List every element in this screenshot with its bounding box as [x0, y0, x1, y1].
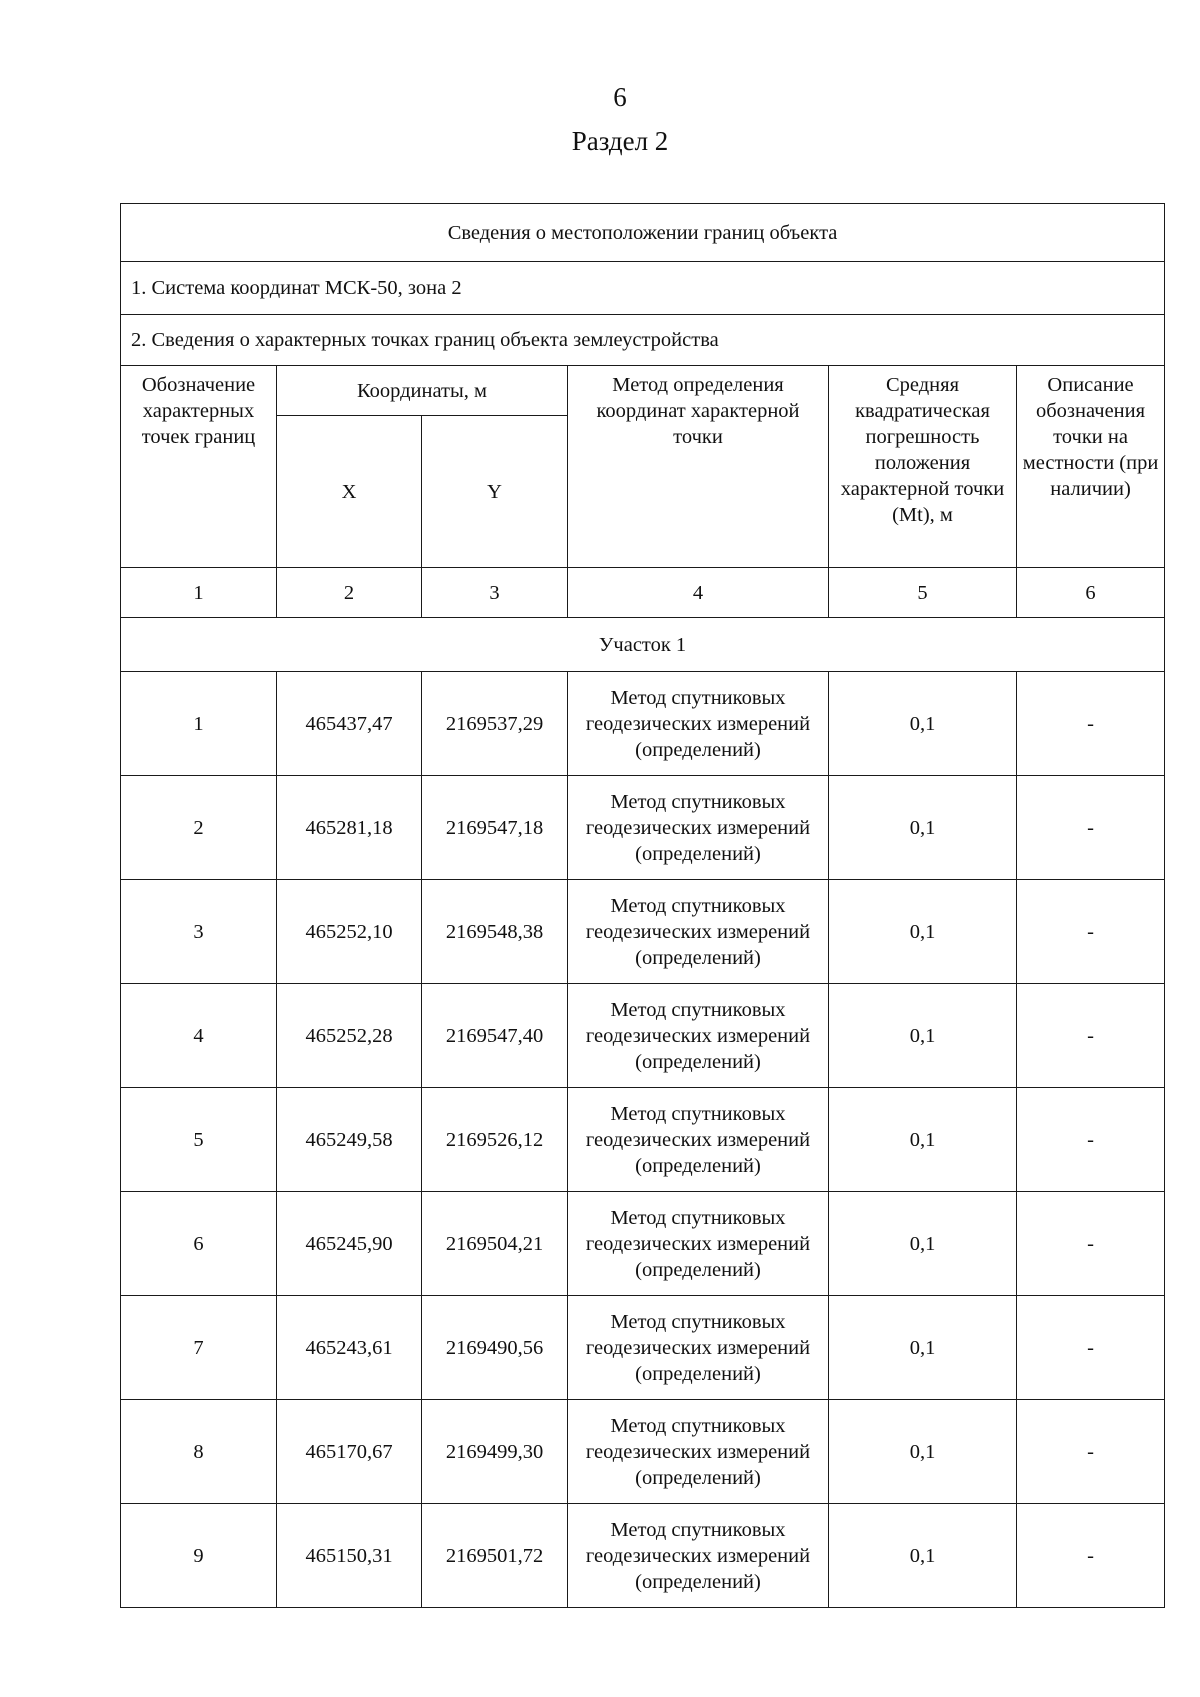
description-value: - — [1017, 1088, 1165, 1192]
table-body — [121, 204, 1165, 1608]
method-line-3: (определений) — [635, 1050, 761, 1073]
method-line-2: геодезических измерений — [585, 1232, 811, 1255]
method-line-3: (определений) — [635, 1466, 761, 1489]
description-value: - — [1017, 984, 1165, 1088]
points-heading-row — [121, 315, 1165, 366]
point-number: 7 — [121, 1296, 277, 1400]
header-y: Y — [422, 416, 568, 568]
table-row — [121, 672, 1165, 776]
title-row — [121, 204, 1165, 262]
coord-x: 465170,67 — [277, 1400, 422, 1504]
point-number: 2 — [121, 776, 277, 880]
method-cell — [568, 1296, 829, 1400]
table-row — [121, 1400, 1165, 1504]
coord-y: 2169490,56 — [422, 1296, 568, 1400]
coord-x: 465150,31 — [277, 1504, 422, 1608]
method-cell — [568, 672, 829, 776]
description-value: - — [1017, 672, 1165, 776]
point-number: 6 — [121, 1192, 277, 1296]
coord-y: 2169548,38 — [422, 880, 568, 984]
points-heading: 2. Сведения о характерных точках границ объекта землеустройства — [121, 315, 1165, 366]
method-cell — [568, 984, 829, 1088]
table-title: Сведения о местоположении границ объекта — [121, 204, 1165, 262]
method-cell — [568, 776, 829, 880]
method-cell — [568, 1504, 829, 1608]
col-number: 5 — [829, 568, 1017, 618]
point-number: 3 — [121, 880, 277, 984]
error-value: 0,1 — [829, 1400, 1017, 1504]
header-description: Описание обозначения точки на местности (при наличии) — [1017, 366, 1165, 568]
method-line-3: (определений) — [635, 1258, 761, 1281]
coord-x: 465437,47 — [277, 672, 422, 776]
coord-x: 465249,58 — [277, 1088, 422, 1192]
table-row — [121, 1088, 1165, 1192]
error-value: 0,1 — [829, 1504, 1017, 1608]
coord-y: 2169526,12 — [422, 1088, 568, 1192]
area-title: Участок 1 — [121, 618, 1165, 672]
method-line-2: геодезических измерений — [585, 1128, 811, 1151]
coord-y: 2169501,72 — [422, 1504, 568, 1608]
col-number: 6 — [1017, 568, 1165, 618]
method-line-2: геодезических измерений — [585, 1024, 811, 1047]
column-numbers-row — [121, 568, 1165, 618]
boundary-table — [120, 203, 1165, 1608]
method-line-2: геодезических измерений — [585, 920, 811, 943]
method-line-1: Метод спутниковых — [610, 1102, 786, 1125]
error-value: 0,1 — [829, 1192, 1017, 1296]
method-line-1: Метод спутниковых — [610, 998, 786, 1021]
method-line-2: геодезических измерений — [585, 816, 811, 839]
method-line-1: Метод спутниковых — [610, 1518, 786, 1541]
method-line-2: геодезических измерений — [585, 1336, 811, 1359]
col-number: 3 — [422, 568, 568, 618]
description-value: - — [1017, 1296, 1165, 1400]
method-line-3: (определений) — [635, 1570, 761, 1593]
coord-x: 465245,90 — [277, 1192, 422, 1296]
coord-y: 2169499,30 — [422, 1400, 568, 1504]
error-value: 0,1 — [829, 880, 1017, 984]
method-line-2: геодезических измерений — [585, 712, 811, 735]
method-line-1: Метод спутниковых — [610, 1310, 786, 1333]
point-number: 5 — [121, 1088, 277, 1192]
method-cell — [568, 1192, 829, 1296]
coord-x: 465281,18 — [277, 776, 422, 880]
coord-x: 465243,61 — [277, 1296, 422, 1400]
method-line-3: (определений) — [635, 946, 761, 969]
method-cell — [568, 1088, 829, 1192]
error-value: 0,1 — [829, 776, 1017, 880]
table-row — [121, 776, 1165, 880]
method-line-1: Метод спутниковых — [610, 1206, 786, 1229]
description-value: - — [1017, 1504, 1165, 1608]
method-line-1: Метод спутниковых — [610, 1414, 786, 1437]
description-value: - — [1017, 776, 1165, 880]
table-row — [121, 1504, 1165, 1608]
error-value: 0,1 — [829, 984, 1017, 1088]
header-method: Метод определения координат характерной точки — [568, 366, 829, 568]
point-number: 9 — [121, 1504, 277, 1608]
error-value: 0,1 — [829, 672, 1017, 776]
coord-x: 465252,28 — [277, 984, 422, 1088]
table-row — [121, 1192, 1165, 1296]
point-number: 1 — [121, 672, 277, 776]
method-line-3: (определений) — [635, 1362, 761, 1385]
method-cell — [568, 880, 829, 984]
method-line-2: геодезических измерений — [585, 1440, 811, 1463]
col-number: 4 — [568, 568, 829, 618]
error-value: 0,1 — [829, 1088, 1017, 1192]
table-row — [121, 880, 1165, 984]
header-error: Средняя квадратическая погрешность положения характерной точки (Mt), м — [829, 366, 1017, 568]
header-coords: Координаты, м — [277, 366, 568, 416]
method-cell — [568, 1400, 829, 1504]
coord-x: 465252,10 — [277, 880, 422, 984]
method-line-3: (определений) — [635, 1154, 761, 1177]
method-line-1: Метод спутниковых — [610, 894, 786, 917]
coord-system: 1. Система координат МСК-50, зона 2 — [121, 262, 1165, 315]
description-value: - — [1017, 880, 1165, 984]
coord-y: 2169547,18 — [422, 776, 568, 880]
coord-system-row — [121, 262, 1165, 315]
section-title: Раздел 2 — [571, 126, 669, 156]
coord-y: 2169537,29 — [422, 672, 568, 776]
error-value: 0,1 — [829, 1296, 1017, 1400]
method-line-3: (определений) — [635, 842, 761, 865]
method-line-1: Метод спутниковых — [610, 686, 786, 709]
method-line-3: (определений) — [635, 738, 761, 761]
area-row — [121, 618, 1165, 672]
header-x: X — [277, 416, 422, 568]
method-line-1: Метод спутниковых — [610, 790, 786, 813]
page-number: 6 — [613, 82, 627, 112]
description-value: - — [1017, 1192, 1165, 1296]
table-row — [121, 1296, 1165, 1400]
col-number: 2 — [277, 568, 422, 618]
header-point: Обозначение характерных точек границ — [121, 366, 277, 568]
table-row — [121, 984, 1165, 1088]
col-number: 1 — [121, 568, 277, 618]
description-value: - — [1017, 1400, 1165, 1504]
point-number: 4 — [121, 984, 277, 1088]
header-row-1 — [121, 366, 1165, 416]
point-number: 8 — [121, 1400, 277, 1504]
coord-y: 2169504,21 — [422, 1192, 568, 1296]
coord-y: 2169547,40 — [422, 984, 568, 1088]
method-line-2: геодезических измерений — [585, 1544, 811, 1567]
